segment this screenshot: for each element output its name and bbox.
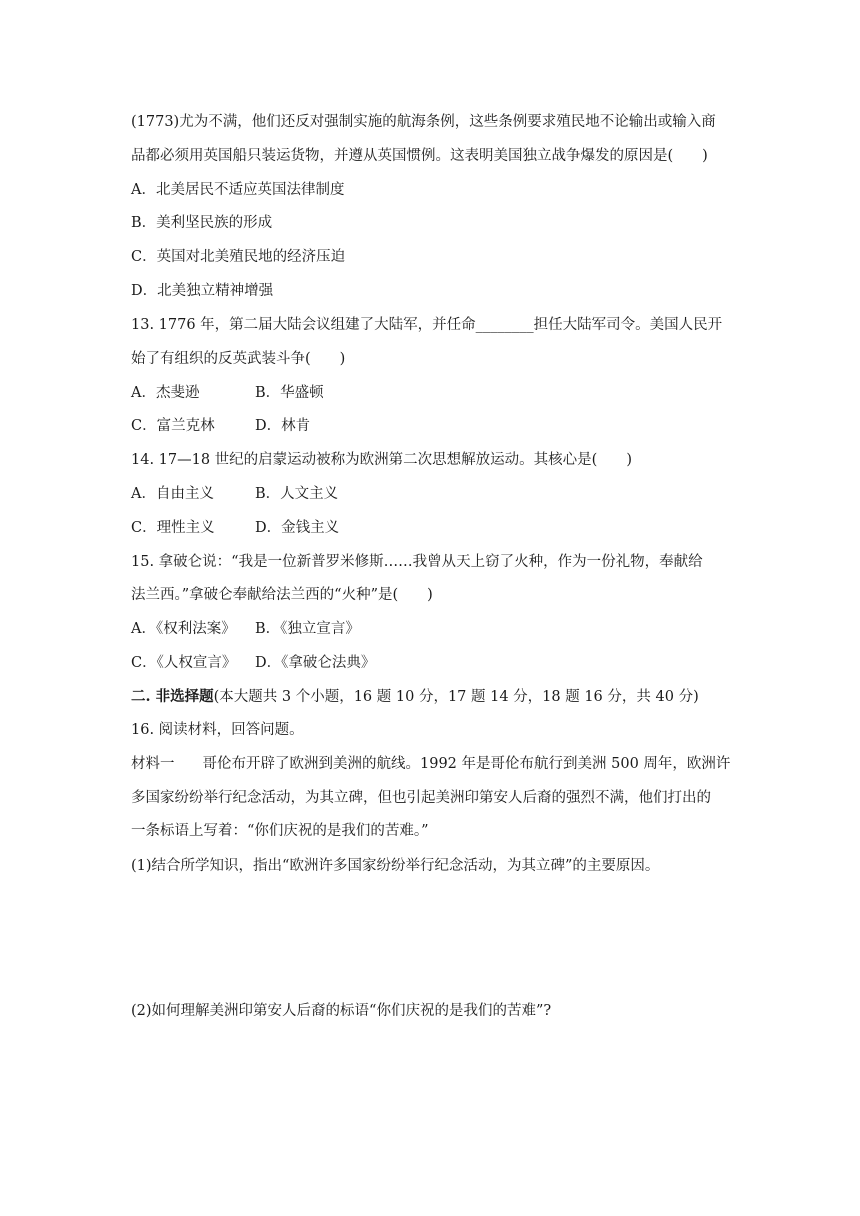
q16-sub-question-1: (1)结合所学知识，指出“欧洲许多国家纷纷举行纪念活动，为其立碑”的主要原因。: [131, 858, 660, 874]
q16-intro: 16. 阅读材料，回答问题。: [131, 722, 304, 738]
q14-option-b: B．人文主义: [255, 486, 339, 502]
q12-option-d: D．北美独立精神增强: [131, 283, 274, 299]
q12-option-c: C．英国对北美殖民地的经济压迫: [131, 249, 346, 265]
q16-material-line-2: 多国家纷纷举行纪念活动，为其立碑，但也引起美洲印第安人后裔的强烈不满，他们打出的: [131, 790, 711, 806]
q15-option-c: C．《人权宣言》: [131, 655, 237, 671]
q12-option-a: A．北美居民不适应英国法律制度: [131, 182, 345, 198]
q13-option-b: B．华盛顿: [255, 385, 324, 401]
q16-material-text-1: 哥伦布开辟了欧洲到美洲的航线。1992 年是哥伦布航行到美洲 500 周年，欧洲许: [202, 756, 731, 772]
q16-sub-question-2: (2)如何理解美洲印第安人后裔的标语“你们庆祝的是我们的苦难”?: [131, 1003, 552, 1019]
q15-stem-line-2: 法兰西。”拿破仑奉献给法兰西的“火种”是( ): [131, 587, 433, 603]
q14-stem-line-1: 14. 17—18 世纪的启蒙运动被称为欧洲第二次思想解放运动。其核心是( ): [131, 452, 632, 468]
q15-options-row-1: [131, 619, 360, 639]
q15-option-b: B．《独立宣言》: [255, 621, 360, 637]
section-2-title: 二. 非选择题: [131, 688, 214, 705]
q15-options-row-2: [131, 653, 375, 673]
q13-option-a: A．杰斐逊: [131, 385, 200, 401]
q13-options-row-1: [131, 383, 324, 403]
q12-stem-line-1: (1773)尤为不满，他们还反对强制实施的航海条例，这些条例要求殖民地不论输出或输入商: [131, 114, 716, 130]
section-2-heading: [131, 687, 699, 707]
q14-option-d: D．金钱主义: [255, 520, 340, 536]
q13-option-d: D．林肯: [255, 418, 311, 434]
q15-option-d: D．《拿破仑法典》: [255, 655, 376, 671]
q12-stem-line-2: 品都必须用英国船只装运货物，并遵从英国惯例。这表明美国独立战争爆发的原因是( ): [131, 148, 708, 164]
q13-stem-line-2: 始了有组织的反英武装斗争( ): [131, 351, 346, 367]
section-2-note: (本大题共 3 个小题，16 题 10 分，17 题 14 分，18 题 16 分，共 40 分): [213, 689, 699, 705]
q14-options-row-2: [131, 518, 339, 538]
q16-material-line-3: 一条标语上写着：“你们庆祝的是我们的苦难。”: [131, 823, 429, 839]
q15-stem-line-1: 15. 拿破仑说：“我是一位新普罗米修斯……我曾从天上窃了火种，作为一份礼物，奉献给: [131, 554, 703, 570]
q16-material-label: 材料一: [131, 756, 175, 772]
q13-option-c: C．富兰克林: [131, 418, 215, 434]
q13-options-row-2: [131, 416, 310, 436]
q15-option-a: A．《权利法案》: [131, 621, 236, 637]
q13-stem-line-1: 13. 1776 年，第二届大陆会议组建了大陆军，并任命________担任大陆军司令。美国人民开: [131, 317, 723, 333]
q16-material-line-1: [131, 754, 730, 774]
q14-options-row-1: [131, 484, 338, 504]
q12-option-b: B．美利坚民族的形成: [131, 215, 273, 231]
q14-option-c: C．理性主义: [131, 520, 215, 536]
q14-option-a: A．自由主义: [131, 486, 214, 502]
